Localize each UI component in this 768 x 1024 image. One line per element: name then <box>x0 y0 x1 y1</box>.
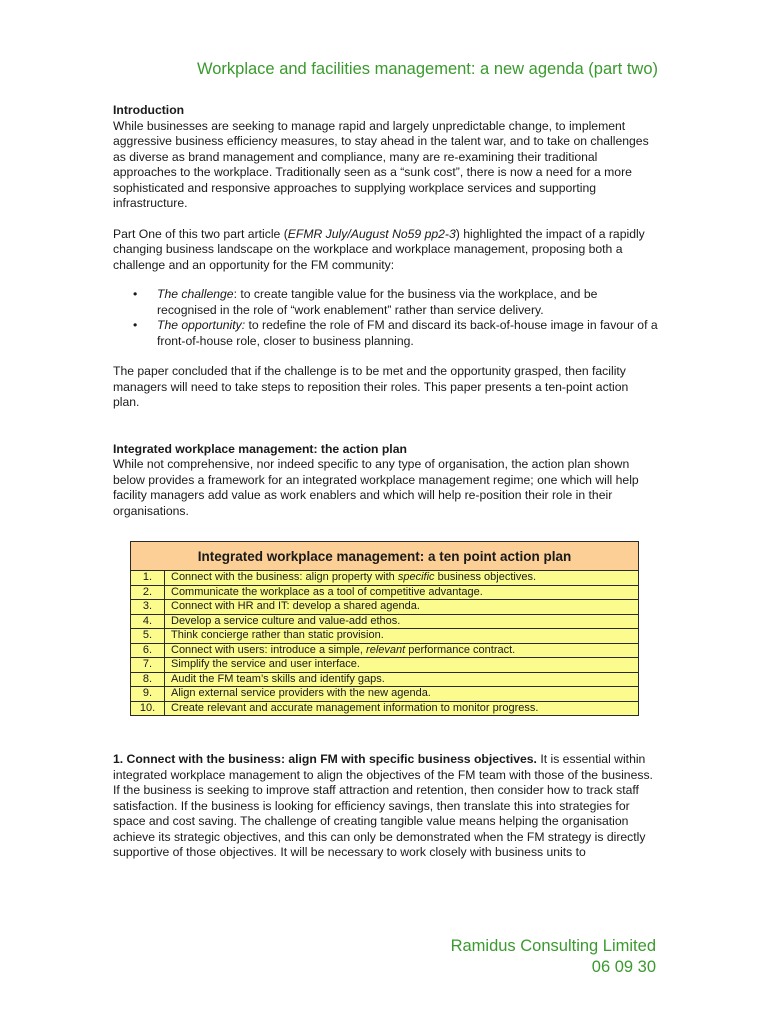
table-row <box>131 600 639 615</box>
row-text-pre: Connect with HR and IT: develop a shared agenda. <box>171 600 420 613</box>
introduction-section <box>113 103 658 411</box>
action-plan-paragraph: While not comprehensive, nor indeed specific to any type of organisation, the action plan shown below provides a framework for an integrated workplace management regime; one which will help facility managers add value as work enablers and which will help re-position their role in their organisations. <box>113 457 639 518</box>
row-text <box>165 687 639 702</box>
row-text-pre: Create relevant and accurate management information to monitor progress. <box>171 701 539 714</box>
footer-code: 06 09 30 <box>591 958 656 976</box>
row-text-pre: Communicate the workplace as a tool of competitive advantage. <box>171 585 483 598</box>
row-text-pre: Connect with users: introduce a simple, <box>171 643 367 656</box>
table-row <box>131 672 639 687</box>
table-row <box>131 701 639 716</box>
row-text <box>165 614 639 629</box>
step1-paragraph <box>113 752 658 861</box>
bullet-text: : to create tangible value for the business via the workplace, and be recognised in the role of “work enablement” rather than service delivery. <box>157 287 598 317</box>
action-plan-section <box>113 442 658 520</box>
step1-heading: 1. Connect with the business: align FM with specific business objectives. <box>113 752 537 766</box>
part-one-reference: EFMR July/August No59 pp2-3 <box>287 226 456 241</box>
document-page <box>113 60 658 861</box>
list-item <box>157 318 658 349</box>
row-text <box>165 585 639 600</box>
row-number: 9. <box>131 687 165 702</box>
introduction-heading: Introduction <box>113 103 185 117</box>
row-text-post: business objectives. <box>434 571 537 584</box>
row-number: 6. <box>131 643 165 658</box>
row-text-emphasis: relevant <box>366 643 406 656</box>
table-row <box>131 643 639 658</box>
row-text-pre: Develop a service culture and value-add ethos. <box>171 614 401 627</box>
part-one-paragraph <box>113 227 658 274</box>
table-row <box>131 629 639 644</box>
row-text <box>165 658 639 673</box>
row-number: 7. <box>131 658 165 673</box>
table-header: Integrated workplace management: a ten point action plan <box>131 542 639 571</box>
bullet-text: to redefine the role of FM and discard its back-of-house image in favour of a front-of-house role, closer to business planning. <box>157 318 658 348</box>
row-number: 8. <box>131 672 165 687</box>
row-text <box>165 629 639 644</box>
step1-text: It is essential within integrated workplace management to align the objectives of the FM team with those of the business. If the business is seeking to improve staff attraction and retention, then consider how to track staff satisfaction. If the business is looking for efficiency savings, then translate this into strategies for space and cost saving. The challenge of creating tangible value means helping the organisation achieve its strategic objectives, and this can only be demonstrated when the FM strategy is directly supportive of those objectives. It will be necessary to work closely with business units to <box>113 752 653 859</box>
step1-section <box>113 752 658 861</box>
row-number: 5. <box>131 629 165 644</box>
row-number: 10. <box>131 701 165 716</box>
row-text-emphasis: specific <box>397 571 435 584</box>
row-number: 2. <box>131 585 165 600</box>
part-one-pre: Part One of this two part article ( <box>113 226 288 241</box>
row-text <box>165 643 639 658</box>
row-text <box>165 571 639 586</box>
row-text-pre: Think concierge rather than static provision. <box>171 629 384 642</box>
row-text-post: performance contract. <box>405 643 516 656</box>
table-row <box>131 687 639 702</box>
row-text <box>165 701 639 716</box>
bullet-label: The opportunity: <box>157 318 246 332</box>
row-number: 3. <box>131 600 165 615</box>
row-text-pre: Simplify the service and user interface. <box>171 658 360 671</box>
introduction-paragraph: While businesses are seeking to manage rapid and largely unpredictable change, to implement aggressive business efficiency measures, to stay ahead in the talent war, and to take on challenges as diverse as brand management and compliance, many are re-examining their traditional approaches to the workplace. Traditionally seen as a “sunk cost”, there is now a need for a more sophisticated and responsive approaches to supplying workplace services and supporting infrastructure. <box>113 118 649 210</box>
document-title: Workplace and facilities management: a new agenda (part two) <box>196 60 658 78</box>
row-text-pre: Audit the FM team’s skills and identify gaps. <box>171 672 385 685</box>
action-plan-table <box>130 541 639 716</box>
part-one-post: ) highlighted the impact of a rapidly changing business landscape on the workplace and workplace management, proposing both a challenge and an opportunity for the FM community: <box>113 226 645 272</box>
table-body <box>131 571 639 716</box>
row-text <box>165 672 639 687</box>
table-row <box>131 614 639 629</box>
table-row <box>131 571 639 586</box>
action-plan-heading: Integrated workplace management: the action plan <box>113 441 407 456</box>
row-text-pre: Connect with the business: align property with <box>171 571 398 584</box>
bullet-label: The challenge <box>157 287 234 301</box>
conclusion-paragraph: The paper concluded that if the challenge is to be met and the opportunity grasped, then facility managers will need to take steps to reposition their roles. This paper presents a ten-point action plan. <box>113 364 629 409</box>
table-row <box>131 658 639 673</box>
challenge-opportunity-list <box>113 287 658 349</box>
table-row <box>131 585 639 600</box>
footer-company: Ramidus Consulting Limited <box>450 937 656 955</box>
row-number: 4. <box>131 614 165 629</box>
list-item <box>157 287 658 318</box>
page-footer <box>451 936 656 978</box>
row-text-pre: Align external service providers with the new agenda. <box>171 687 431 700</box>
row-text <box>165 600 639 615</box>
row-number: 1. <box>131 571 165 586</box>
